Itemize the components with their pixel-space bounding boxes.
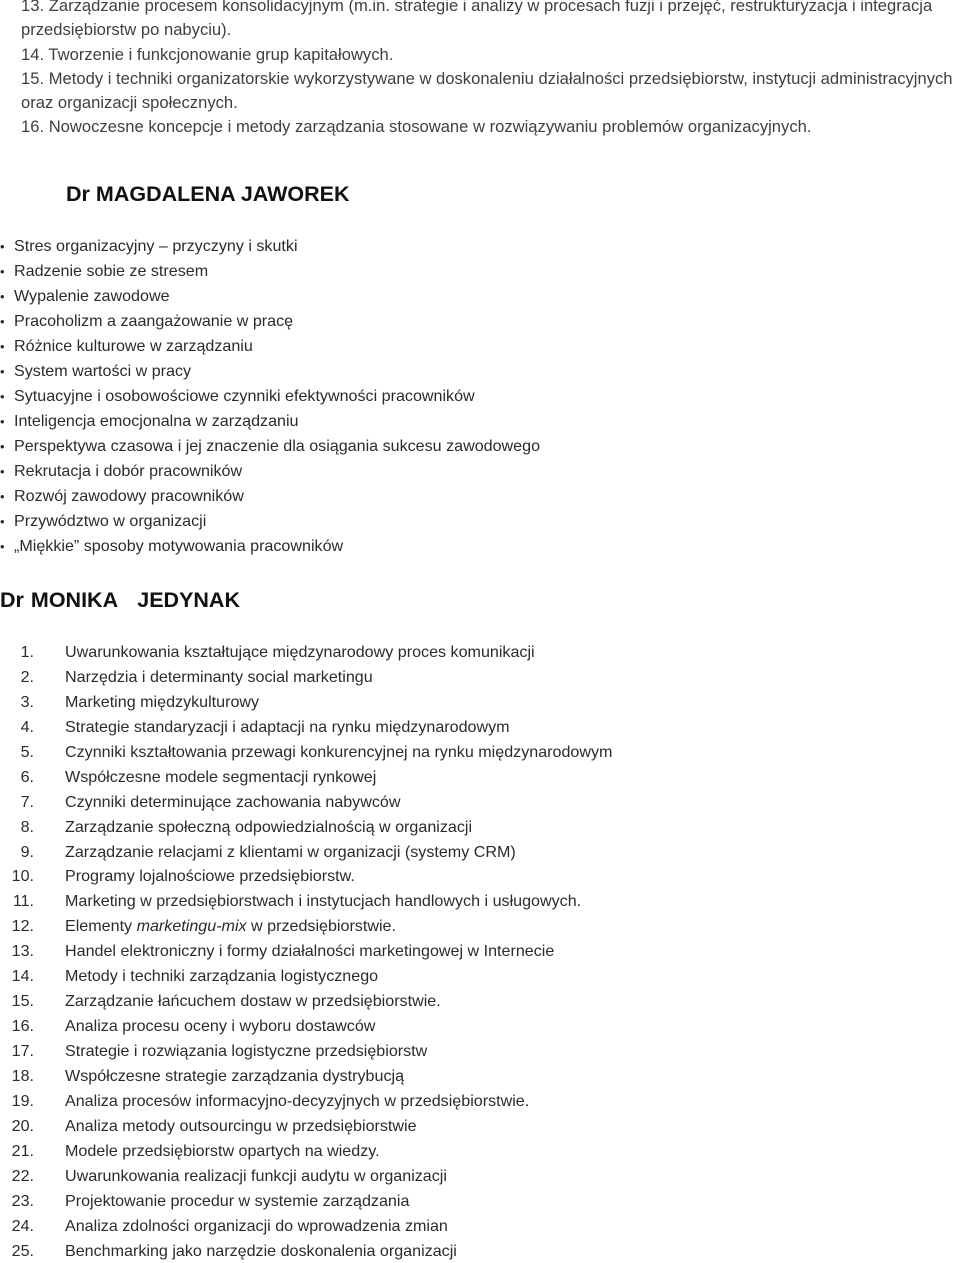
bullet-item: [0, 309, 540, 334]
bullet-text: Inteligencja emocjonalna w zarządzaniu: [14, 412, 299, 430]
author-title-prefix: Dr: [66, 182, 90, 206]
item-number: 6.: [20, 767, 34, 786]
bullet-dot-icon: •: [0, 414, 5, 429]
author-heading-jedynak: [0, 587, 240, 613]
item-number: 17.: [11, 1042, 34, 1060]
item-text: Modele przedsiębiorstw opartych na wiedzy.: [65, 1141, 380, 1160]
bullet-dot-icon: •: [0, 264, 5, 279]
topic-text: Zarządzanie procesem konsolidacyjnym (m.in. strategie i analizy w procesach fuzji i przejęć, restrukturyzacja i integracja przedsiębiorstw po nabyciu).: [21, 0, 933, 40]
item-text: Zarządzanie relacjami z klientami w organizacji (systemy CRM): [65, 842, 516, 861]
bullet-dot-icon: •: [0, 314, 5, 329]
item-text: Handel elektroniczny i formy działalności marketingowej w Internecie: [65, 942, 555, 961]
topic-item-16: [0, 115, 958, 139]
numbered-item: [0, 1114, 612, 1139]
author-name: MONIKA JEDYNAK: [30, 588, 240, 612]
numbered-item: [0, 840, 612, 865]
bullet-item: [0, 284, 540, 309]
bullet-text: Rekrutacja i dobór pracowników: [14, 462, 243, 480]
bullet-text: Sytuacyjne i osobowościowe czynniki efektywności pracowników: [14, 387, 475, 405]
numbered-item: [0, 1239, 612, 1263]
item-text-italic: marketingu-mix: [136, 917, 247, 936]
item-text: Marketing międzykulturowy: [65, 692, 260, 711]
top-topic-list: [0, 0, 958, 140]
numbered-item: [0, 1214, 612, 1239]
bullet-text: Radzenie sobie ze stresem: [14, 262, 209, 280]
item-text: Programy lojalnościowe przedsiębiorstw.: [65, 867, 355, 886]
bullet-dot-icon: •: [0, 514, 5, 529]
bullet-topic-list: [0, 234, 540, 559]
item-number: 5.: [20, 742, 34, 761]
bullet-item: [0, 234, 540, 259]
item-number: 8.: [20, 817, 34, 836]
bullet-text: Wypalenie zawodowe: [14, 287, 170, 305]
item-text-part: w przedsiębiorstwie.: [246, 917, 396, 936]
item-number: 2.: [20, 667, 34, 686]
topic-item-15: [0, 67, 958, 116]
item-text: Zarządzanie społeczną odpowiedzialnością w organizacji: [65, 817, 473, 836]
numbered-item: [0, 1089, 612, 1114]
bullet-item: [0, 484, 540, 509]
bullet-dot-icon: •: [0, 339, 5, 354]
topic-item-14: [0, 43, 958, 67]
item-text: Uwarunkowania realizacji funkcji audytu w organizacji: [65, 1166, 447, 1185]
topic-text: Metody i techniki organizatorskie wykorzystywane w doskonaleniu działalności przedsiębiorstw, instytucji administracyjnych oraz organizacji społecznych.: [21, 68, 953, 113]
item-text: Uwarunkowania kształtujące międzynarodowy proces komunikacji: [65, 643, 535, 661]
bullet-text: Stres organizacyjny – przyczyny i skutki: [14, 237, 298, 255]
item-text-part: Elementy: [65, 917, 137, 936]
item-text: Analiza metody outsourcingu w przedsiębiorstwie: [65, 1116, 417, 1135]
item-text: Czynniki determinujące zachowania nabywców: [65, 792, 401, 811]
item-number: 10.: [11, 867, 34, 886]
bullet-dot-icon: •: [0, 464, 5, 479]
bullet-item: [0, 409, 540, 434]
bullet-dot-icon: •: [0, 489, 5, 504]
topic-item-13: [0, 0, 958, 43]
item-text: Narzędzia i determinanty social marketingu: [65, 667, 373, 686]
topic-number: 15.: [21, 68, 45, 88]
item-number: 3.: [20, 692, 34, 711]
item-text: Projektowanie procedur w systemie zarządzania: [65, 1191, 410, 1210]
bullet-text: Różnice kulturowe w zarządzaniu: [14, 337, 253, 355]
item-text: Marketing w przedsiębiorstwach i instytucjach handlowych i usługowych.: [65, 892, 582, 911]
item-number: 7.: [20, 792, 34, 811]
numbered-item: [0, 715, 612, 740]
item-number: 15.: [11, 992, 34, 1011]
bullet-dot-icon: •: [0, 289, 5, 304]
author-name: MAGDALENA JAWOREK: [95, 182, 350, 206]
item-text: Analiza zdolności organizacji do wprowadzenia zmian: [65, 1216, 448, 1235]
item-text: Analiza procesu oceny i wyboru dostawców: [65, 1017, 376, 1036]
numbered-topic-list: [0, 640, 612, 1263]
item-text: Współczesne strategie zarządzania dystrybucją: [65, 1066, 405, 1085]
item-text: Strategie i rozwiązania logistyczne przedsiębiorstw: [65, 1042, 428, 1060]
numbered-item: [0, 914, 612, 939]
item-number: 18.: [11, 1066, 34, 1085]
item-text: [65, 917, 396, 935]
item-number: 19.: [11, 1091, 34, 1110]
numbered-item: [0, 939, 612, 964]
bullet-dot-icon: •: [0, 439, 5, 454]
topic-text: Tworzenie i funkcjonowanie grup kapitałowych.: [48, 44, 394, 64]
item-text: Benchmarking jako narzędzie doskonalenia organizacji: [65, 1241, 457, 1260]
bullet-item: [0, 384, 540, 409]
topic-number: 13.: [21, 0, 45, 15]
numbered-item: [0, 1164, 612, 1189]
author-title-prefix: Dr: [0, 588, 24, 612]
item-number: 16.: [11, 1017, 34, 1036]
bullet-item: [0, 534, 540, 559]
bullet-text: Przywództwo w organizacji: [14, 512, 207, 530]
item-number: 1.: [20, 643, 34, 661]
topic-number: 14.: [21, 44, 45, 64]
bullet-text: System wartości w pracy: [14, 362, 192, 380]
bullet-item: [0, 334, 540, 359]
bullet-text: Perspektywa czasowa i jej znaczenie dla osiągania sukcesu zawodowego: [14, 437, 541, 455]
numbered-item: [0, 815, 612, 840]
item-text: Współczesne modele segmentacji rynkowej: [65, 767, 377, 786]
item-number: 14.: [11, 967, 34, 986]
numbered-item: [0, 740, 612, 765]
item-number: 25.: [11, 1241, 34, 1260]
topic-text: Nowoczesne koncepcje i metody zarządzania stosowane w rozwiązywaniu problemów organizacyjnych.: [48, 117, 812, 137]
item-number: 11.: [12, 892, 34, 911]
numbered-item: [0, 640, 612, 665]
item-text: Analiza procesów informacyjno-decyzyjnych w przedsiębiorstwie.: [65, 1091, 530, 1110]
numbered-item: [0, 889, 612, 914]
bullet-text: „Miękkie” sposoby motywowania pracowników: [14, 537, 344, 555]
bullet-text: Rozwój zawodowy pracowników: [14, 487, 244, 505]
numbered-item: [0, 765, 612, 790]
bullet-item: [0, 509, 540, 534]
item-number: 21.: [11, 1141, 34, 1160]
author-heading-jaworek: [66, 181, 350, 207]
numbered-item: [0, 690, 612, 715]
bullet-item: [0, 359, 540, 384]
numbered-item: [0, 964, 612, 989]
item-number: 9.: [20, 842, 34, 861]
bullet-dot-icon: •: [0, 239, 5, 254]
item-number: 24.: [11, 1216, 34, 1235]
bullet-dot-icon: •: [0, 364, 5, 379]
item-number: 12.: [11, 917, 34, 936]
numbered-item: [0, 1039, 612, 1064]
item-text: Strategie standaryzacji i adaptacji na rynku międzynarodowym: [65, 717, 510, 736]
numbered-item: [0, 1139, 612, 1164]
numbered-item: [0, 1064, 612, 1089]
topic-number: 16.: [21, 117, 45, 137]
numbered-item: [0, 989, 612, 1014]
item-number: 22.: [11, 1166, 34, 1185]
item-number: 20.: [11, 1116, 34, 1135]
bullet-item: [0, 434, 540, 459]
item-text: Zarządzanie łańcuchem dostaw w przedsiębiorstwie.: [65, 992, 441, 1011]
numbered-item: [0, 1014, 612, 1039]
bullet-item: [0, 459, 540, 484]
item-text: Czynniki kształtowania przewagi konkurencyjnej na rynku międzynarodowym: [65, 742, 613, 761]
numbered-item: [0, 665, 612, 690]
item-number: 23.: [11, 1191, 34, 1210]
bullet-dot-icon: •: [0, 539, 5, 554]
numbered-item: [0, 864, 612, 889]
bullet-item: [0, 259, 540, 284]
bullet-dot-icon: •: [0, 389, 5, 404]
item-number: 13.: [11, 942, 34, 961]
item-text: Metody i techniki zarządzania logistycznego: [65, 967, 379, 986]
numbered-item: [0, 1189, 612, 1214]
numbered-item: [0, 790, 612, 815]
item-number: 4.: [20, 717, 34, 736]
bullet-text: Pracoholizm a zaangażowanie w pracę: [14, 312, 294, 330]
